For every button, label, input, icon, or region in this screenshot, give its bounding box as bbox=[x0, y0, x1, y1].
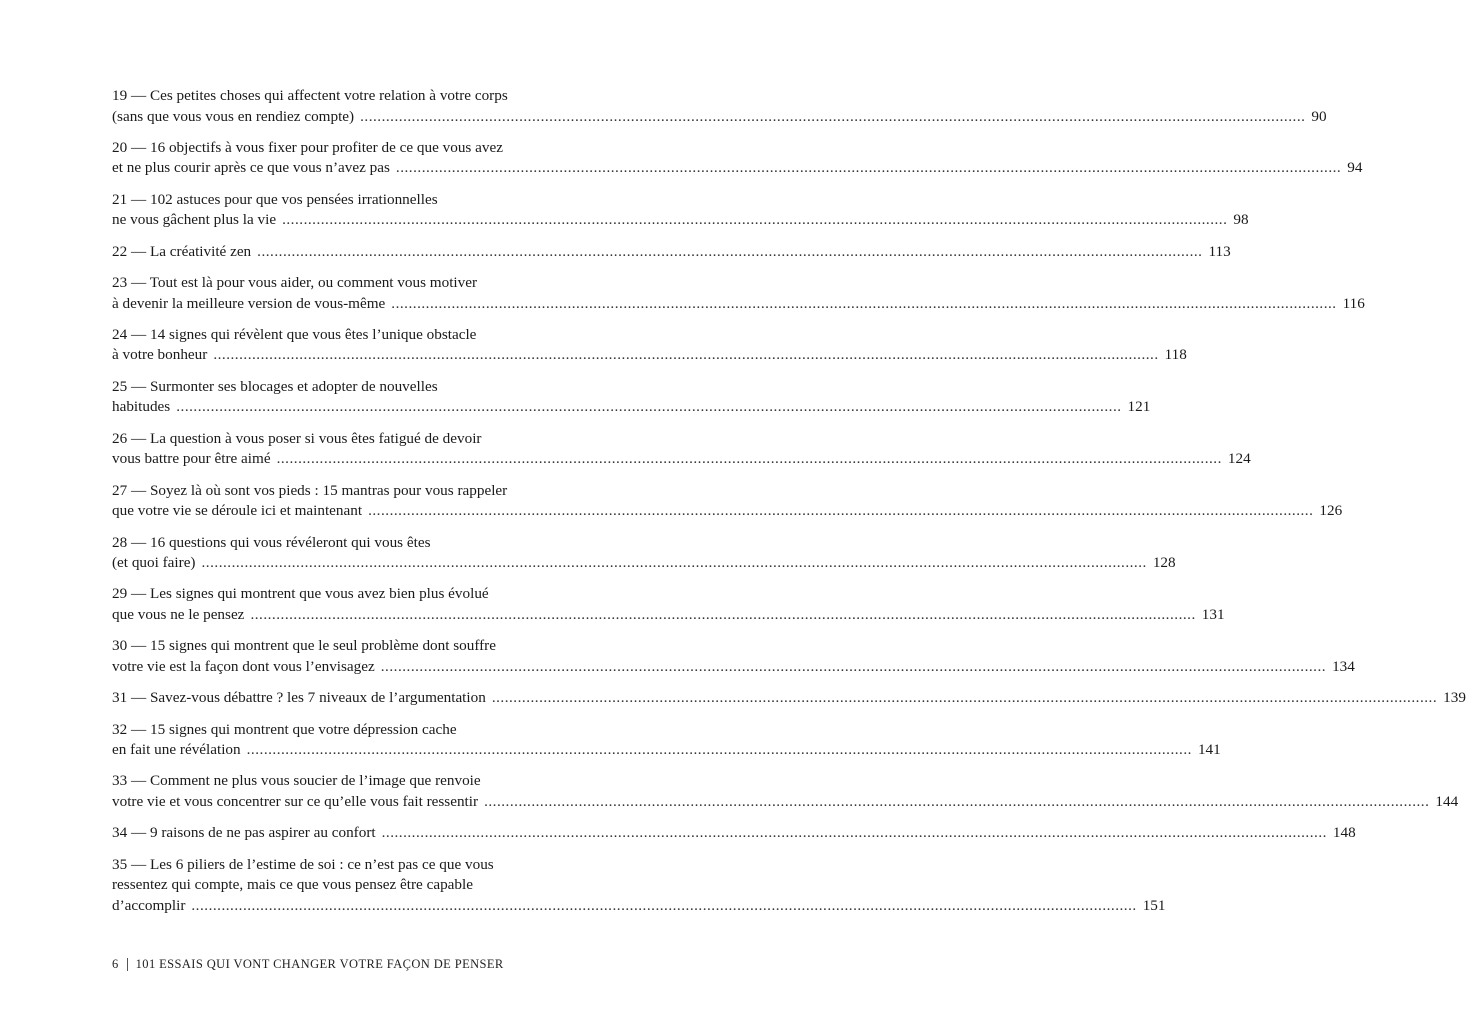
dot-leader: ............................................................................................................................................................................................................................ bbox=[246, 741, 1192, 759]
toc-entry-title-line: 25 — Surmonter ses blocages et adopter de nouvelles bbox=[112, 377, 438, 395]
toc-entry-page-number: 113 bbox=[1208, 242, 1231, 260]
toc-entry-title-line: 29 — Les signes qui montrent que vous avez bien plus évolué bbox=[112, 585, 489, 603]
running-title: 101 ESSAIS QUI VONT CHANGER VOTRE FAÇON DE PENSER bbox=[135, 957, 504, 971]
toc-entry-title-line: ne vous gâchent plus la vie bbox=[112, 211, 277, 229]
toc-entry-last-line bbox=[112, 896, 1166, 917]
dot-leader: ............................................................................................................................................................................................................................ bbox=[191, 896, 1137, 914]
toc-entry-page-number: 134 bbox=[1332, 657, 1355, 675]
footer-separator bbox=[127, 958, 128, 971]
toc-entry bbox=[112, 481, 1343, 522]
toc-entry bbox=[112, 533, 1176, 574]
toc-entry bbox=[112, 771, 1459, 812]
dot-leader: ............................................................................................................................................................................................................................ bbox=[491, 689, 1438, 707]
toc-entry-page-number: 144 bbox=[1435, 792, 1459, 810]
dot-leader: ............................................................................................................................................................................................................................ bbox=[213, 346, 1159, 364]
toc-entry-title-line: (et quoi faire) bbox=[112, 554, 196, 572]
toc-entry-last-line bbox=[112, 345, 1187, 366]
toc-entry bbox=[112, 138, 1363, 179]
toc-entry bbox=[112, 273, 1365, 314]
dot-leader: ............................................................................................................................................................................................................................ bbox=[257, 242, 1203, 260]
toc-entry-title-line: vous battre pour être aimé bbox=[112, 450, 271, 468]
toc-entry-title-line: 34 — 9 raisons de ne pas aspirer au confort bbox=[112, 824, 376, 842]
toc-entry-title-line: 31 — Savez-vous débattre ? les 7 niveaux de l’argumentation bbox=[112, 689, 486, 707]
toc-entry-last-line bbox=[112, 242, 1231, 263]
toc-entry-page-number: 118 bbox=[1164, 346, 1187, 364]
toc-entry-title-line: 19 — Ces petites choses qui affectent votre relation à votre corps bbox=[112, 87, 508, 104]
toc-entry-page-number: 151 bbox=[1142, 896, 1166, 914]
toc-entry-title-line: et ne plus courir après ce que vous n’avez pas bbox=[112, 159, 390, 177]
toc-entry-last-line bbox=[112, 792, 1459, 813]
toc-entry-title-line: 26 — La question à vous poser si vous êtes fatigué de devoir bbox=[112, 429, 482, 447]
toc-entry-title-line: 33 — Comment ne plus vous soucier de l’image que renvoie bbox=[112, 772, 481, 790]
toc-entry-title-line: que votre vie se déroule ici et maintenant bbox=[112, 502, 363, 520]
toc-entry-title-line: 22 — La créativité zen bbox=[112, 242, 252, 260]
toc-entry bbox=[112, 377, 1151, 418]
table-of-contents bbox=[112, 86, 1466, 927]
toc-entry-last-line bbox=[112, 740, 1221, 761]
toc-entry-title-line: 23 — Tout est là pour vous aider, ou comment vous motiver bbox=[112, 274, 478, 292]
toc-entry-last-line bbox=[112, 294, 1365, 315]
toc-entry bbox=[112, 584, 1225, 625]
dot-leader: ............................................................................................................................................................................................................................ bbox=[360, 107, 1306, 125]
toc-entry-title-line: à votre bonheur bbox=[112, 346, 208, 364]
dot-leader: ............................................................................................................................................................................................................................ bbox=[176, 398, 1122, 416]
toc-entry-title-line: 24 — 14 signes qui révèlent que vous êtes l’unique obstacle bbox=[112, 325, 477, 343]
toc-entry-title-line: 30 — 15 signes qui montrent que le seul problème dont souffre bbox=[112, 637, 496, 655]
toc-entry bbox=[112, 242, 1231, 263]
toc-entry bbox=[112, 86, 1327, 127]
toc-entry bbox=[112, 720, 1221, 761]
toc-entry-page-number: 148 bbox=[1332, 824, 1356, 842]
toc-entry bbox=[112, 429, 1251, 470]
dot-leader: ............................................................................................................................................................................................................................ bbox=[282, 211, 1228, 229]
toc-entry-title-line: 20 — 16 objectifs à vous fixer pour profiter de ce que vous avez bbox=[112, 138, 503, 156]
toc-entry-title-line: ressentez qui compte, mais ce que vous pensez être capable bbox=[112, 876, 473, 894]
dot-leader: ............................................................................................................................................................................................................................ bbox=[484, 792, 1430, 810]
toc-entry-title-line: 32 — 15 signes qui montrent que votre dépression cache bbox=[112, 720, 457, 738]
toc-entry-title-line: votre vie est la façon dont vous l’envisagez bbox=[112, 657, 375, 675]
toc-entry-last-line bbox=[112, 107, 1327, 128]
toc-entry-last-line bbox=[112, 449, 1251, 470]
dot-leader: ............................................................................................................................................................................................................................ bbox=[250, 605, 1196, 623]
toc-entry-title-line: (sans que vous vous en rendiez compte) bbox=[112, 107, 355, 125]
toc-entry-last-line bbox=[112, 397, 1151, 418]
toc-entry bbox=[112, 688, 1466, 709]
toc-entry-page-number: 139 bbox=[1443, 689, 1466, 707]
page-footer bbox=[112, 957, 504, 972]
toc-entry-page-number: 131 bbox=[1201, 605, 1225, 623]
toc-entry-title-line: votre vie et vous concentrer sur ce qu’elle vous fait ressentir bbox=[112, 792, 479, 810]
toc-entry-last-line bbox=[112, 210, 1249, 231]
toc-entry-last-line bbox=[112, 823, 1356, 844]
toc-entry-last-line bbox=[112, 553, 1176, 574]
toc-entry-page-number: 141 bbox=[1197, 741, 1221, 759]
toc-entry bbox=[112, 325, 1187, 366]
dot-leader: ............................................................................................................................................................................................................................ bbox=[276, 450, 1222, 468]
page-number: 6 bbox=[112, 957, 119, 971]
toc-entry-title-line: 28 — 16 questions qui vous révéleront qui vous êtes bbox=[112, 533, 431, 551]
toc-entry-title-line: que vous ne le pensez bbox=[112, 605, 245, 623]
toc-entry-last-line bbox=[112, 657, 1355, 678]
toc-entry-page-number: 116 bbox=[1342, 294, 1365, 312]
toc-entry bbox=[112, 636, 1355, 677]
toc-entry-page-number: 126 bbox=[1319, 502, 1343, 520]
toc-entry-title-line: 21 — 102 astuces pour que vos pensées irrationnelles bbox=[112, 190, 438, 208]
toc-entry-title-line: 35 — Les 6 piliers de l’estime de soi : ce n’est pas ce que vous bbox=[112, 855, 494, 873]
toc-entry-page-number: 128 bbox=[1152, 554, 1176, 572]
toc-entry-title-line: 27 — Soyez là où sont vos pieds : 15 mantras pour vous rappeler bbox=[112, 481, 508, 499]
toc-entry bbox=[112, 823, 1356, 844]
toc-entry-last-line bbox=[112, 158, 1363, 179]
toc-entry bbox=[112, 855, 1166, 917]
dot-leader: ............................................................................................................................................................................................................................ bbox=[395, 159, 1342, 177]
toc-entry-last-line bbox=[112, 688, 1466, 709]
toc-entry-page-number: 98 bbox=[1233, 211, 1249, 229]
toc-entry-title-line: en fait une révélation bbox=[112, 741, 241, 759]
dot-leader: ............................................................................................................................................................................................................................ bbox=[368, 502, 1314, 520]
toc-entry-title-line: habitudes bbox=[112, 398, 171, 416]
dot-leader: ............................................................................................................................................................................................................................ bbox=[381, 824, 1327, 842]
toc-entry-page-number: 90 bbox=[1311, 107, 1327, 125]
toc-entry-title-line: d’accomplir bbox=[112, 896, 186, 914]
toc-entry-last-line bbox=[112, 605, 1225, 626]
dot-leader: ............................................................................................................................................................................................................................ bbox=[380, 657, 1327, 675]
toc-entry-page-number: 124 bbox=[1227, 450, 1251, 468]
dot-leader: ............................................................................................................................................................................................................................ bbox=[391, 294, 1337, 312]
toc-entry bbox=[112, 190, 1249, 231]
toc-entry-title-line: à devenir la meilleure version de vous-même bbox=[112, 294, 386, 312]
toc-entry-page-number: 94 bbox=[1347, 159, 1363, 177]
toc-entry-page-number: 121 bbox=[1127, 398, 1151, 416]
dot-leader: ............................................................................................................................................................................................................................ bbox=[201, 554, 1147, 572]
toc-entry-last-line bbox=[112, 501, 1343, 522]
